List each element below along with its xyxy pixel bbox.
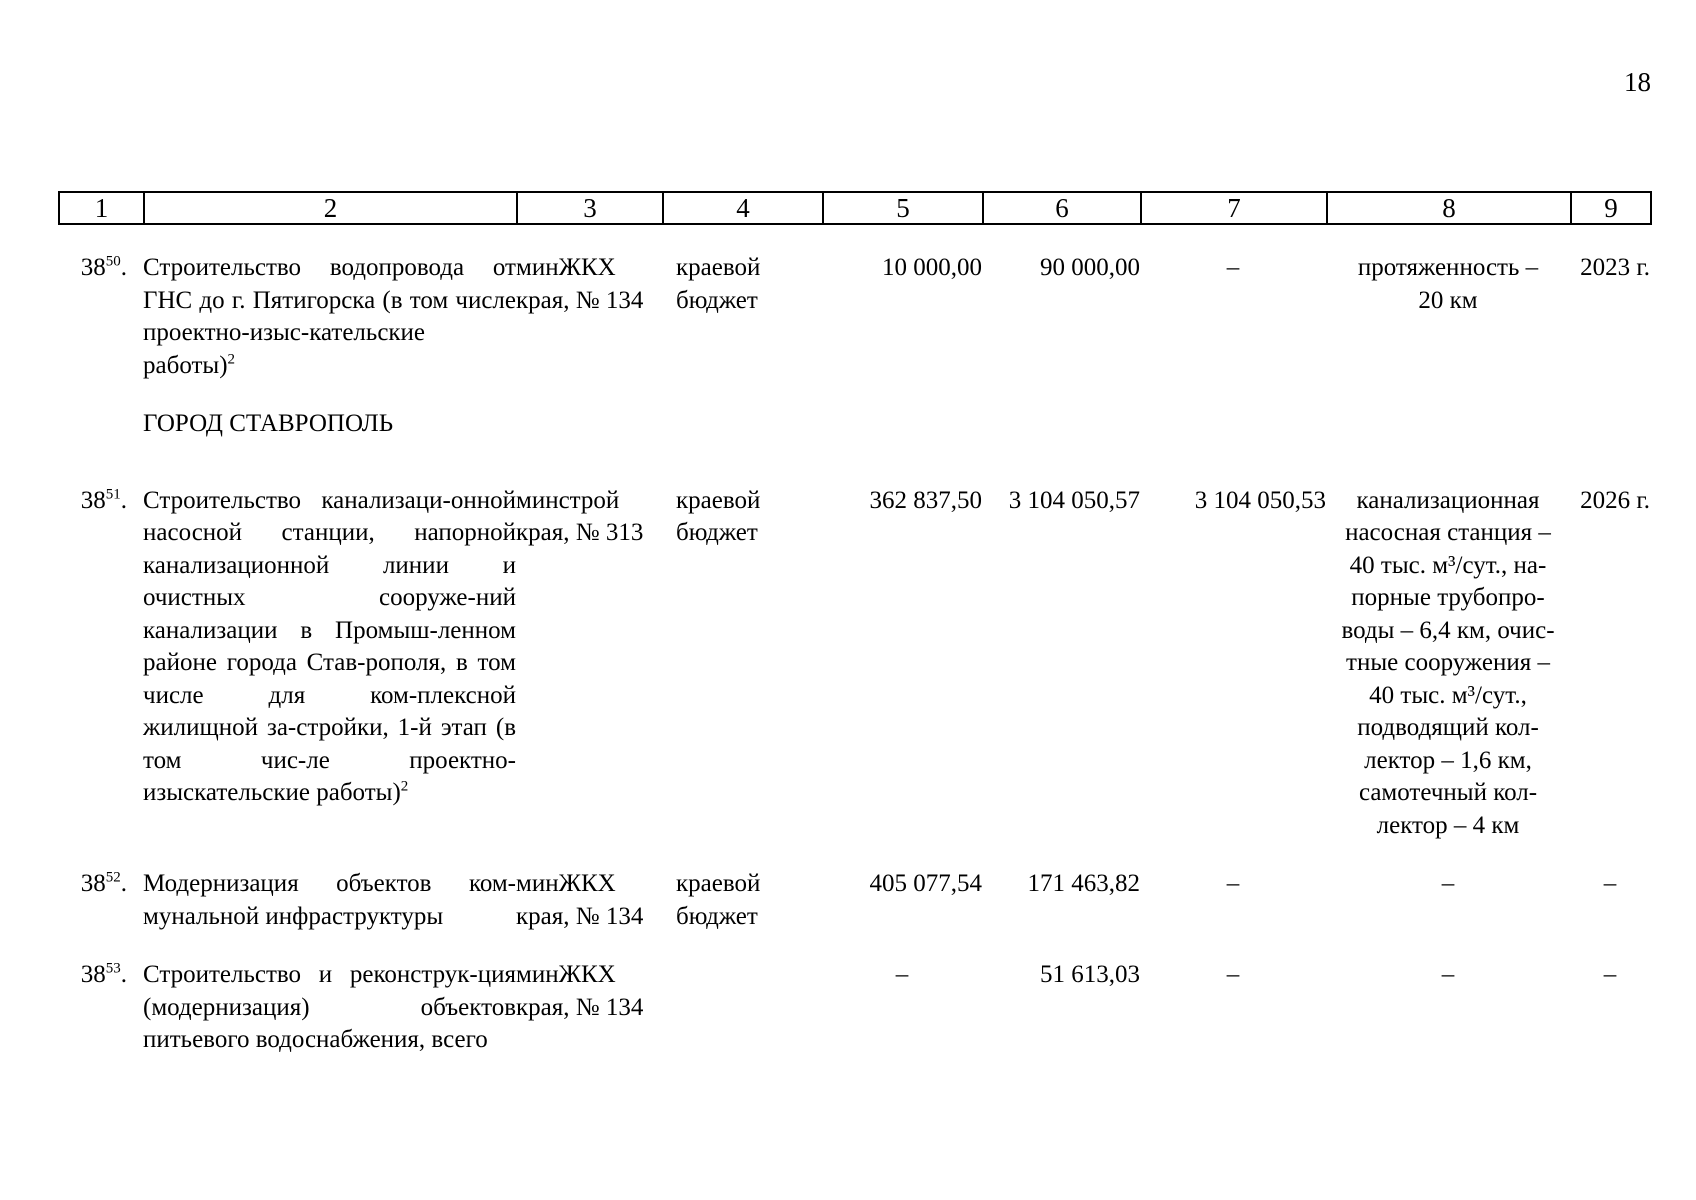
item-funding-source: краевой бюджет: [676, 254, 761, 314]
item-amount-col5: 362 837,50: [869, 486, 982, 514]
table-row: [58, 252, 1650, 382]
column-number-7: 7: [1141, 192, 1327, 224]
item-amount-col7: –: [1226, 254, 1240, 281]
column-number-header: [58, 191, 1652, 225]
column-number-1: 1: [59, 192, 144, 224]
item-amount-col5: 10 000,00: [882, 254, 982, 281]
table-row: [58, 485, 1650, 843]
item-name: Строительство и реконструк-ция (модернизация) объектов питьевого водоснабжения, всего: [143, 961, 516, 1053]
item-amount-col6: 171 463,82: [1027, 870, 1140, 897]
item-executor: минЖКХ края, № 134: [516, 961, 644, 1021]
item-number: $38^{51}$.: [80, 486, 127, 514]
section-title: ГОРОД СТАВРОПОЛЬ: [143, 410, 394, 437]
item-amount-col7: –: [1226, 870, 1240, 897]
column-number-2: 2: [144, 192, 517, 224]
item-number: $38^{50}$.: [80, 253, 127, 281]
item-amount-col7: 3 104 050,53: [1194, 486, 1326, 514]
item-capacity: –: [1441, 870, 1455, 897]
item-name: Модернизация объектов ком-мунальной инфраструктуры: [143, 870, 516, 930]
item-amount-col6: 3 104 050,57: [1008, 486, 1140, 514]
item-funding-source: [676, 959, 822, 1057]
column-number-5: 5: [823, 192, 983, 224]
page-number: 18: [1624, 67, 1651, 97]
item-year: 2023 г.: [1580, 254, 1650, 281]
table-body: [58, 252, 1650, 1083]
item-amount-col5: –: [895, 961, 909, 988]
item-number: $38^{52}$.: [80, 869, 127, 897]
item-capacity: канализационная насосная станция – 40 тыс. м³/сут., на-порные трубопро-воды – 6,4 км, очис-тные сооружения – 40 тыс. м³/сут., подводящий кол-лектор – 1,6 км, самотечный кол-лектор – 4 км: [1341, 486, 1555, 839]
column-number-9: 9: [1571, 192, 1651, 224]
item-capacity: –: [1441, 961, 1455, 988]
item-executor: минстрой края, № 313: [516, 486, 644, 546]
table-row: [58, 868, 1650, 933]
item-name: Строительство канализаци-онной насосной станции, напорной канализационной линии и очистных сооруже-ний канализации в Промыш-ленном районе города Став-рополя, в том числе для ком-плексной жилищной за-стройки, 1-й этап (в том чис-ле проектно-изыскательские работы)$^2$: [143, 486, 516, 806]
column-number-3: 3: [517, 192, 663, 224]
item-number: $38^{53}$.: [80, 960, 127, 988]
column-number-6: 6: [983, 192, 1141, 224]
column-number-4: 4: [663, 192, 823, 224]
item-amount-col6: 51 613,03: [1040, 961, 1140, 988]
item-year: –: [1603, 870, 1617, 897]
item-name: Строительство водопровода от ГНС до г. Пятигорска (в том числе проектно-изыс-кательские работы)$^2$: [143, 254, 516, 379]
item-amount-col5: 405 077,54: [869, 870, 982, 897]
item-amount-col7: –: [1226, 961, 1240, 988]
item-year: 2026 г.: [1580, 486, 1650, 514]
item-funding-source: краевой бюджет: [676, 486, 761, 546]
table-row: [58, 959, 1650, 1057]
item-executor: минЖКХ края, № 134: [516, 254, 644, 314]
item-year: –: [1603, 961, 1617, 988]
section-row: [58, 408, 1650, 441]
item-capacity: протяженность – 20 км: [1357, 254, 1539, 314]
item-executor: минЖКХ края, № 134: [516, 870, 644, 930]
item-funding-source: краевой бюджет: [676, 870, 761, 930]
item-amount-col6: 90 000,00: [1040, 254, 1140, 281]
column-number-8: 8: [1327, 192, 1571, 224]
